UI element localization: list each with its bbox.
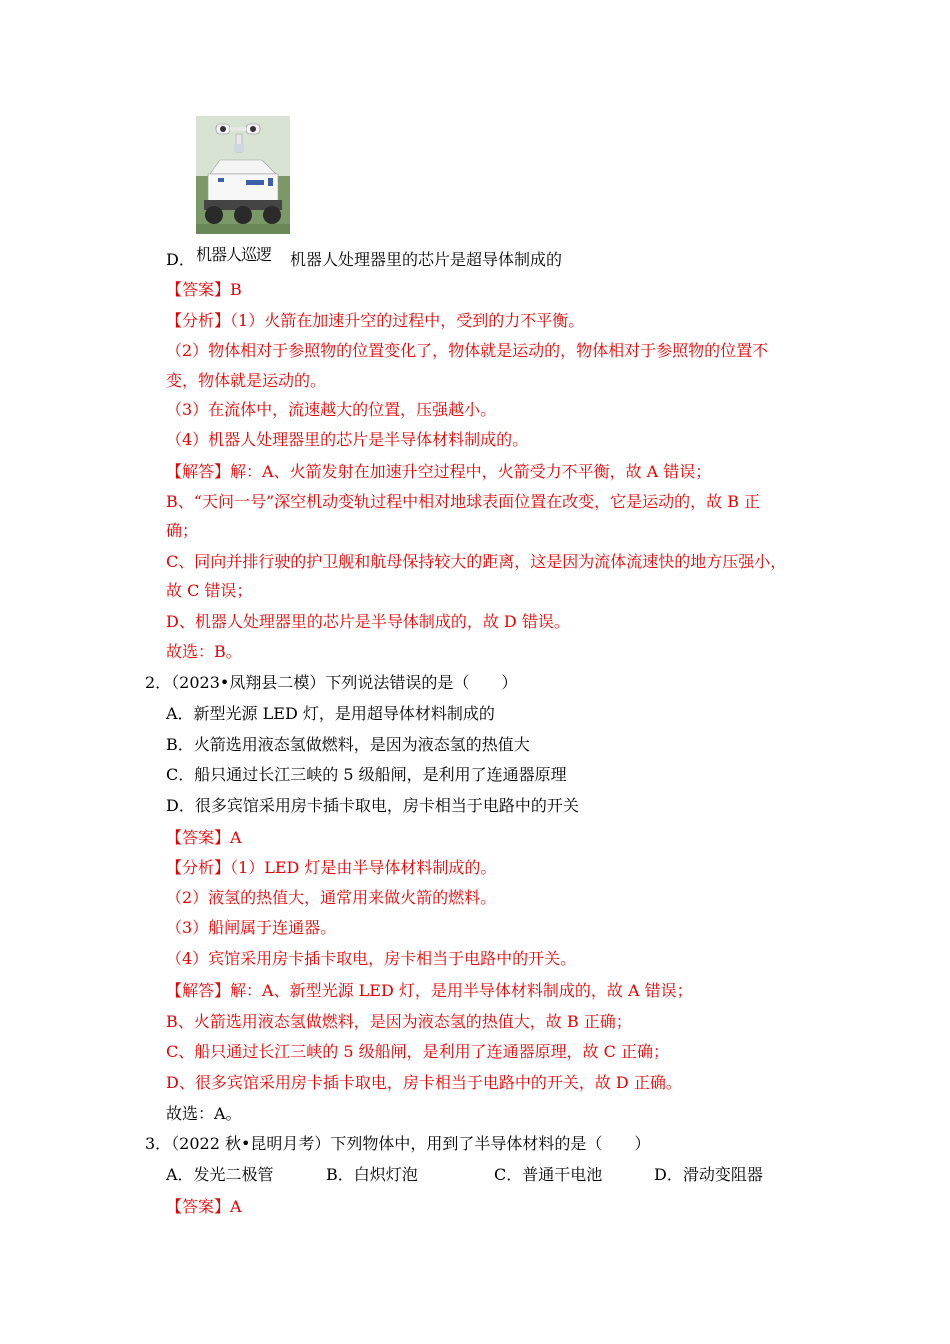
q1-analysis-5: （4）机器人处理器里的芯片是半导体材料制成的。 — [166, 430, 529, 449]
q2-analysis-2: （2）液氢的热值大，通常用来做火箭的燃料。 — [166, 888, 497, 907]
q3-option-b: B．白炽灯泡 — [326, 1165, 418, 1184]
q1-solution-4: C、同向并排行驶的护卫舰和航母保持较大的距离，这是因为流体流速快的地方压强小， — [166, 552, 787, 571]
q1-option-d-text: 机器人处理器里的芯片是超导体制成的 — [290, 250, 563, 269]
q3-answer: 【答案】A — [166, 1197, 242, 1216]
q2-option-c: C．船只通过长江三峡的 5 级船闸，是利用了连通器原理 — [166, 765, 567, 784]
q2-option-a: A．新型光源 LED 灯，是用超导体材料制成的 — [166, 704, 495, 723]
q1-solution-1: 解：A、火箭发射在加速升空过程中，火箭受力不平衡，故 A 错误； — [230, 462, 712, 481]
q2-answer: 【答案】A — [166, 828, 242, 847]
q1-analysis-1: （1）火箭在加速升空的过程中，受到的力不平衡。 — [230, 311, 585, 330]
q2-solution-line — [166, 981, 693, 1001]
q2-solution-2: B、火箭选用液态氢做燃料，是因为液态氢的热值大，故 B 正确； — [166, 1012, 632, 1031]
q1-analysis-2: （2）物体相对于参照物的位置变化了，物体就是运动的，物体相对于参照物的位置不 — [166, 341, 769, 360]
q2-analysis-4: （4）宾馆采用房卡插卡取电，房卡相当于电路中的开关。 — [166, 949, 577, 968]
q2-solution-1: 解：A、新型光源 LED 灯，是用半导体材料制成的，故 A 错误； — [230, 981, 693, 1000]
robot-photo — [196, 116, 290, 234]
q2-analysis-line — [166, 858, 496, 878]
q2-choice: 故选：A。 — [166, 1104, 242, 1123]
q1-solution-2: B、“天问一号”深空机动变轨过程中相对地球表面位置在改变，它是运动的，故 B 正 — [166, 492, 761, 511]
q1-analysis-line — [166, 311, 584, 331]
q1-option-d-prefix: D． — [166, 250, 195, 269]
q2-analysis-1: （1）LED 灯是由半导体材料制成的。 — [230, 858, 497, 877]
q1-solution-tag: 【解答】 — [166, 462, 231, 481]
q1-analysis-tag: 【分析】 — [166, 311, 231, 330]
q1-solution-line — [166, 462, 711, 482]
q3-option-a: A．发光二极管 — [166, 1165, 274, 1184]
q2-option-d: D．很多宾馆采用房卡插卡取电，房卡相当于电路中的开关 — [166, 796, 579, 815]
q1-answer: 【答案】B — [166, 280, 242, 299]
q1-option-d — [166, 250, 195, 270]
q1-choice: 故选：B。 — [166, 642, 242, 661]
q1-solution-3: 确； — [166, 521, 199, 540]
q2-option-b: B．火箭选用液态氢做燃料，是因为液态氢的热值大 — [166, 735, 530, 754]
q1-solution-5: 故 C 错误； — [166, 581, 253, 600]
q2-analysis-tag: 【分析】 — [166, 858, 231, 877]
robot-illustration — [196, 116, 290, 234]
q1-analysis-3: 变，物体就是运动的。 — [166, 371, 327, 390]
q1-analysis-4: （3）在流体中，流速越大的位置，压强越小。 — [166, 400, 497, 419]
q2-solution-tag: 【解答】 — [166, 981, 231, 1000]
q1-option-d-caption: 机器人巡逻 — [196, 245, 272, 264]
q3-option-d: D．滑动变阻器 — [654, 1165, 763, 1184]
q3-stem: 3．（2022 秋•昆明月考）下列物体中，用到了半导体材料的是（ ） — [145, 1134, 651, 1153]
q2-stem: 2．（2023•凤翔县二模）下列说法错误的是（ ） — [145, 673, 518, 692]
q2-solution-4: D、很多宾馆采用房卡插卡取电，房卡相当于电路中的开关，故 D 正确。 — [166, 1073, 682, 1092]
q3-option-c: C．普通干电池 — [494, 1165, 603, 1184]
q1-solution-6: D、机器人处理器里的芯片是半导体制成的，故 D 错误。 — [166, 612, 570, 631]
q2-analysis-3: （3）船闸属于连通器。 — [166, 918, 337, 937]
q2-solution-3: C、船只通过长江三峡的 5 级船闸，是利用了连通器原理，故 C 正确； — [166, 1042, 670, 1061]
